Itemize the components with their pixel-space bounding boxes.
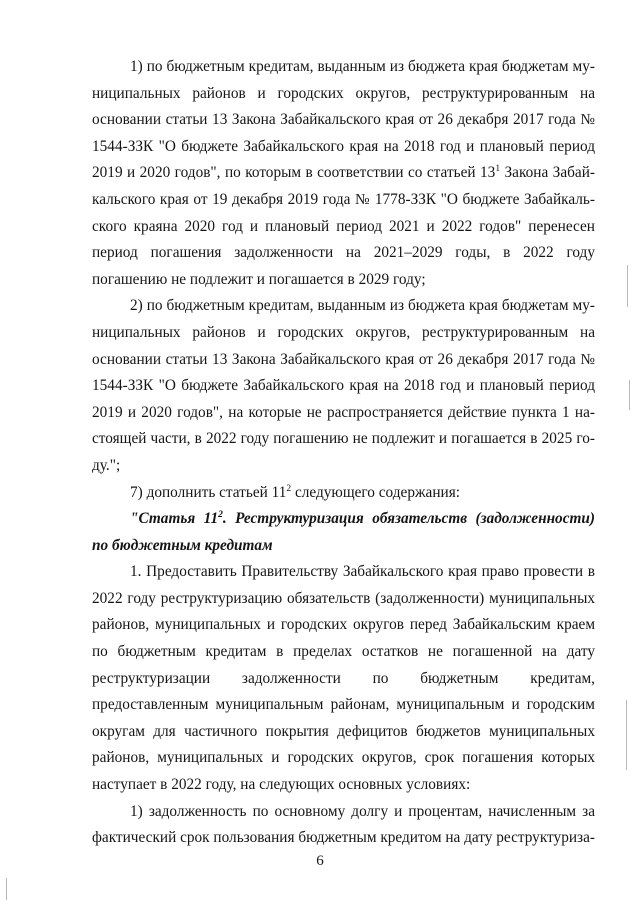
heading-text: "Статья 11: [130, 510, 219, 528]
article-heading: [92, 506, 595, 559]
document-body: [92, 54, 595, 852]
paragraph-text: следующего содержания:: [291, 483, 460, 501]
scan-artifact: [627, 265, 628, 307]
article-subclause-1: [92, 799, 595, 852]
heading-text: . Реструктуризация обязательств (задолженности) по бюджетным кредитам: [92, 510, 595, 554]
paragraph-text: 1) по бюджетным кредитам, выданным из бюджета края бюджетам муниципальных районов и городских округов, реструктурированным на основании статьи 13 Закона Забайкальского края от 26 декабря 2017 года № 1544-ЗЗК "О бюджете Забайкальского края на 2018 год и плановый период 2019 и 2020 годов", по которым в соответствии со статьей 13: [92, 58, 595, 182]
paragraph-text: 7) дополнить статьей 11: [130, 483, 287, 501]
scan-artifact: [6, 878, 7, 900]
page-number: 6: [316, 853, 324, 869]
scan-artifact: [629, 380, 630, 410]
scan-artifact: [626, 700, 627, 770]
paragraph-item-1: [92, 54, 595, 293]
superscript: 1: [495, 164, 501, 175]
superscript: 2: [286, 483, 292, 494]
paragraph-item-7: [92, 480, 595, 507]
paragraph-text: Закона Забайкальского края от 19 декабря 2019 года № 1778-ЗЗК "О бюджете Забайкальского краяна 2020 год и плановый период 2021 и 2022 годов" перенесен период погашения задолженности на 2021–2029 годы, в 2022 году погашению не подлежит и погашается в 2029 году;: [92, 164, 596, 288]
superscript: 2: [218, 510, 223, 521]
article-clause-1: [92, 559, 595, 798]
paragraph-item-2: [92, 293, 595, 479]
paragraph-text: 1) задолженность по основному долгу и процентам, начисленным за фактический срок пользования бюджетным кредитом на дату реструктуриза-: [92, 802, 595, 847]
paragraph-text: 2) по бюджетным кредитам, выданным из бюджета края бюджетам муниципальных районов и городских округов, реструктурированным на основании статьи 13 Закона Забайкальского края от 26 декабря 2017 года № 1544-ЗЗК "О бюджете Забайкальского края на 2018 год и плановый период 2019 и 2020 годов", на которые не распространяется действие пункта 1 настоящей части, в 2022 году погашению не подлежит и погашается в 2025 году.";: [92, 297, 595, 474]
paragraph-text: 1. Предоставить Правительству Забайкальского края право провести в 2022 году реструктуризацию обязательств (задолженности) муниципальных районов, муниципальных и городских округов перед Забайкальским краем по бюджетным кредитам в пределах остатков не погашенной на дату реструктуризации задолженности по бюджетным кредитам, предоставленным муниципальным районам, муниципальным и городским округам для частичного покрытия дефицитов бюджетов муниципальных районов, муниципальных и городских округов, срок погашения которых наступает в 2022 году, на следующих основных условиях:: [92, 563, 595, 794]
